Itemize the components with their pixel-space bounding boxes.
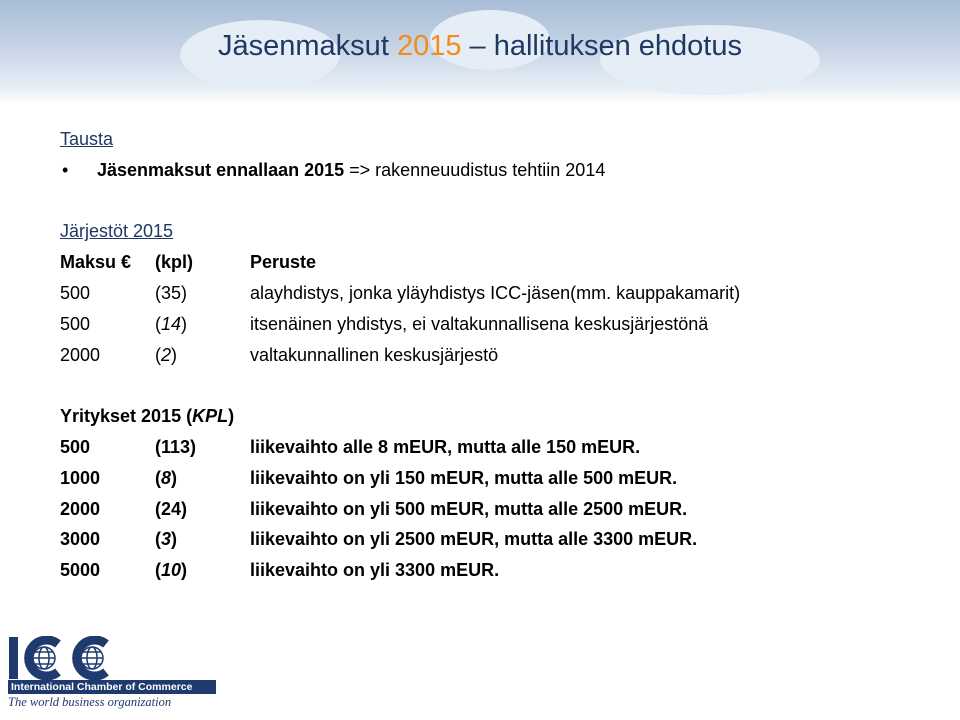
section-heading-jarjestot: Järjestöt 2015 <box>60 221 174 242</box>
table-row: 5000 (10) liikevaihto on yli 3300 mEUR. <box>60 560 500 581</box>
column-header-basis: Peruste <box>250 252 317 273</box>
logo-org-name: International Chamber of Commerce <box>8 680 216 694</box>
bullet-item: • Jäsenmaksut ennallaan 2015 => rakenneuudistus tehtiin 2014 <box>60 155 940 186</box>
section-heading-yritykset: Yritykset 2015 (KPL) <box>60 406 235 427</box>
slide-body <box>60 124 940 586</box>
table-row: 2000 (24) liikevaihto on yli 500 mEUR, mutta alle 2500 mEUR. <box>60 498 688 519</box>
table-header <box>60 247 940 278</box>
section-heading-tausta: Tausta <box>60 129 114 149</box>
table-row: 500 (35) alayhdistys, jonka yläyhdistys ICC-jäsen(mm. kauppakamarit) <box>60 282 741 303</box>
table-row: 1000 (8) liikevaihto on yli 150 mEUR, mutta alle 500 mEUR. <box>60 467 678 488</box>
bullet-icon: • <box>62 159 69 180</box>
logo-tagline: The world business organization <box>8 695 172 709</box>
icc-logo <box>8 636 216 710</box>
column-header-fee: Maksu € <box>60 252 132 273</box>
table-row: 500 (14) itsenäinen yhdistys, ei valtakunnallisena keskusjärjestönä <box>60 313 709 334</box>
table-row: 3000 (3) liikevaihto on yli 2500 mEUR, mutta alle 3300 mEUR. <box>60 529 698 550</box>
column-header-count: (kpl) <box>155 252 193 273</box>
table-row: 500 (113) liikevaihto alle 8 mEUR, mutta alle 150 mEUR. <box>60 436 641 457</box>
slide-title: Jäsenmaksut 2015 – hallituksen ehdotus <box>218 30 742 62</box>
icc-globe-icon <box>8 636 216 680</box>
table-row: 2000 (2) valtakunnallinen keskusjärjestö <box>60 344 499 365</box>
